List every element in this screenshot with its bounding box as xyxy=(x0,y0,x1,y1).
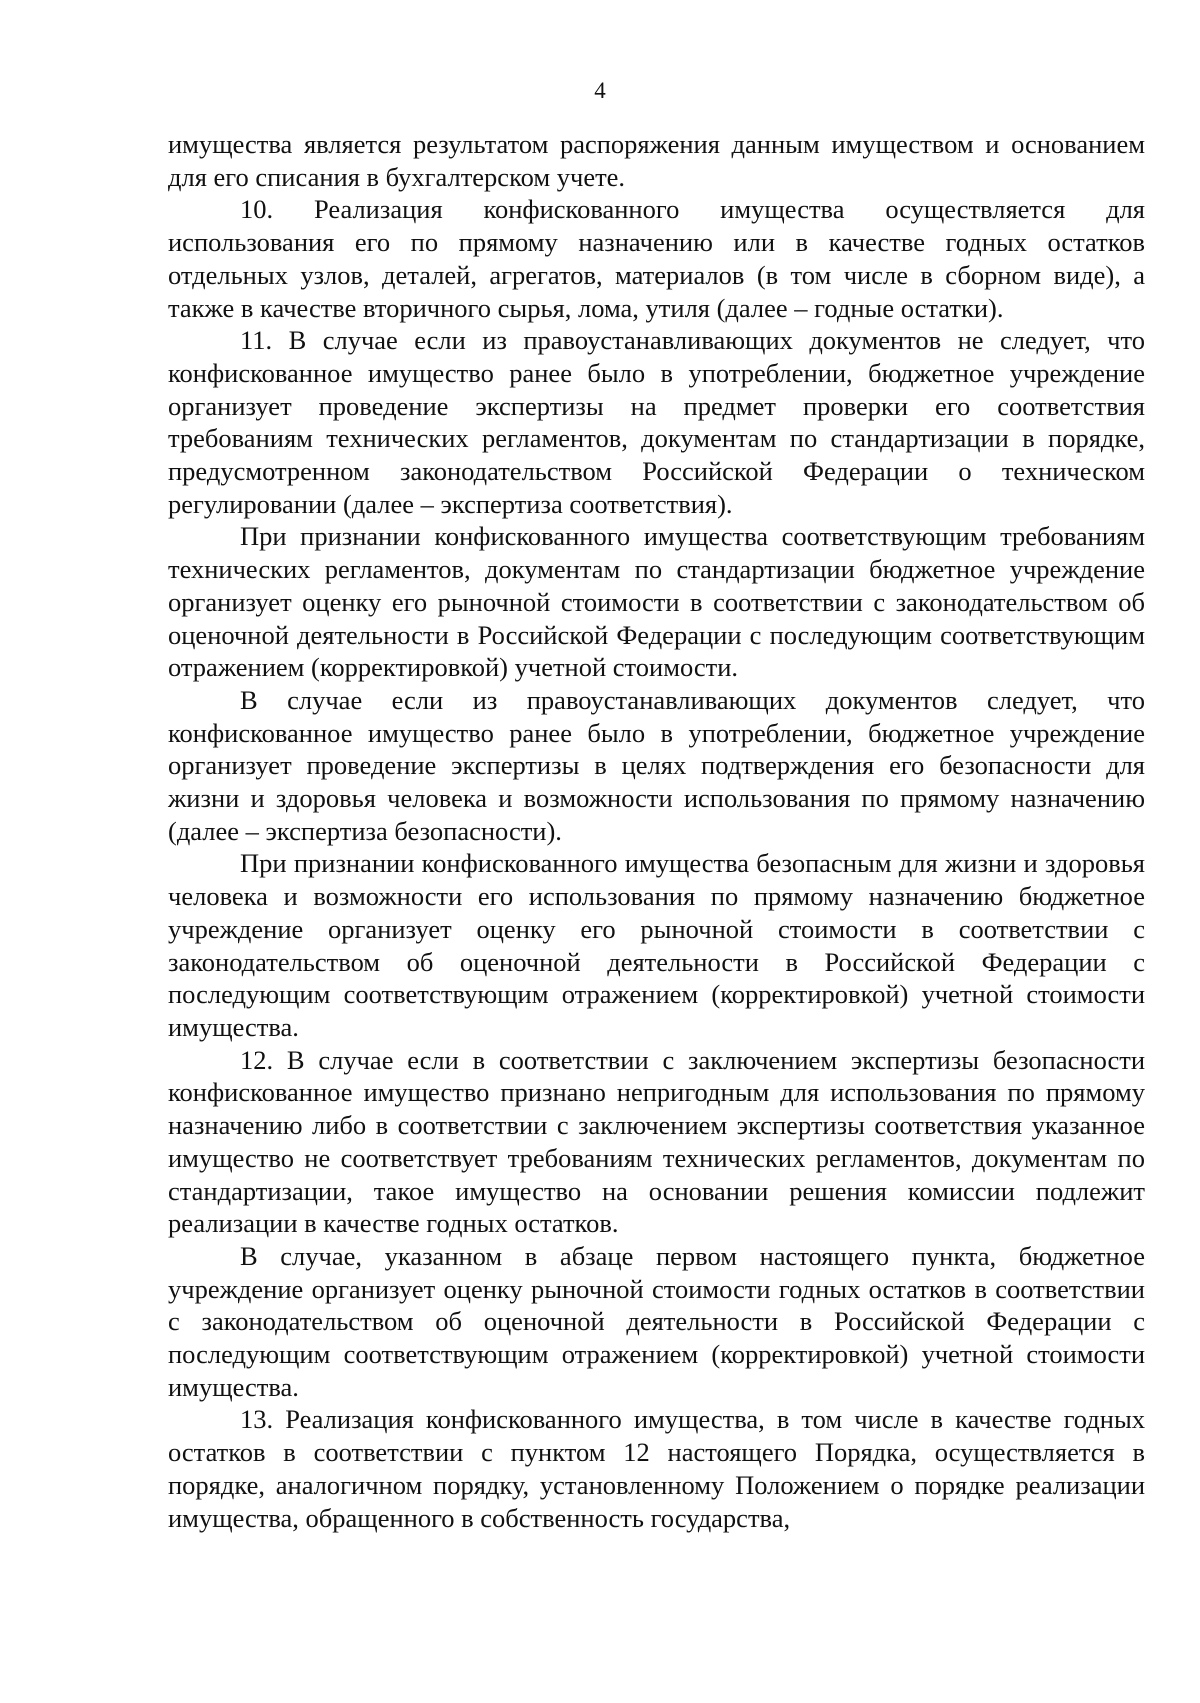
page-number: 4 xyxy=(594,78,606,103)
paragraph-item-10: 10. Реализация конфискованного имущества осуществляется для использования его по прямому назначению или в качестве годных остатков отдельных узлов, деталей, агрегатов, материалов (в том числе в сборном виде), а также в качестве вторичного сырья, лома, утиля (далее – годные остатки). xyxy=(168,194,1145,323)
paragraph-conformity-valuation: При признании конфискованного имущества соответствующим требованиям технических регламентов, документам по стандартизации бюджетное учреждение организует оценку его рыночной стоимости в соответствии с законодательством об оценочной деятельности в Российской Федерации с последующим соответствующим отражением (корректировкой) учетной стоимости. xyxy=(168,521,1145,683)
paragraph-item-11: 11. В случае если из правоустанавливающих документов не следует, что конфискованное имущество ранее было в употреблении, бюджетное учреждение организует проведение экспертизы на предмет проверки его соответствия требованиям технических регламентов, документам по стандартизации в порядке, предусмотренном законодательством Российской Федерации о техническом регулировании (далее – экспертиза соответствия). xyxy=(168,325,1145,519)
paragraph-safety-valuation: При признании конфискованного имущества безопасным для жизни и здоровья человека и возможности его использования по прямому назначению бюджетное учреждение организует оценку его рыночной стоимости в соответствии с законодательством об оценочной деятельности в Российской Федерации с последующим соответствующим отражением (корректировкой) учетной стоимости имущества. xyxy=(168,848,1145,1042)
paragraph-item-13: 13. Реализация конфискованного имущества, в том числе в качестве годных остатков в соответствии с пунктом 12 настоящего Порядка, осуществляется в порядке, аналогичном порядку, установленному Положением о порядке реализации имущества, обращенного в собственность государства, xyxy=(168,1404,1145,1533)
paragraph-used-property-expertise: В случае если из правоустанавливающих документов следует, что конфискованное имущество ранее было в употреблении, бюджетное учреждение организует проведение экспертизы в целях подтверждения его безопасности для жизни и здоровья человека и возможности использования по прямому назначению (далее – экспертиза безопасности). xyxy=(168,684,1145,846)
paragraph-residual-valuation: В случае, указанном в абзаце первом настоящего пункта, бюджетное учреждение организует оценку рыночной стоимости годных остатков в соответствии с законодательством об оценочной деятельности в Российской Федерации с последующим соответствующим отражением (корректировкой) учетной стоимости имущества. xyxy=(168,1240,1145,1402)
paragraph-continued: имущества является результатом распоряжения данным имуществом и основанием для его списания в бухгалтерском учете. xyxy=(168,129,1145,192)
document-body xyxy=(168,128,1145,1534)
paragraph-item-12: 12. В случае если в соответствии с заключением экспертизы безопасности конфискованное имущество признано непригодным для использования по прямому назначению либо в соответствии с заключением экспертизы соответствия указанное имущество не соответствует требованиям технических регламентов, документам по стандартизации, такое имущество на основании решения комиссии подлежит реализации в качестве годных остатков. xyxy=(168,1044,1145,1239)
